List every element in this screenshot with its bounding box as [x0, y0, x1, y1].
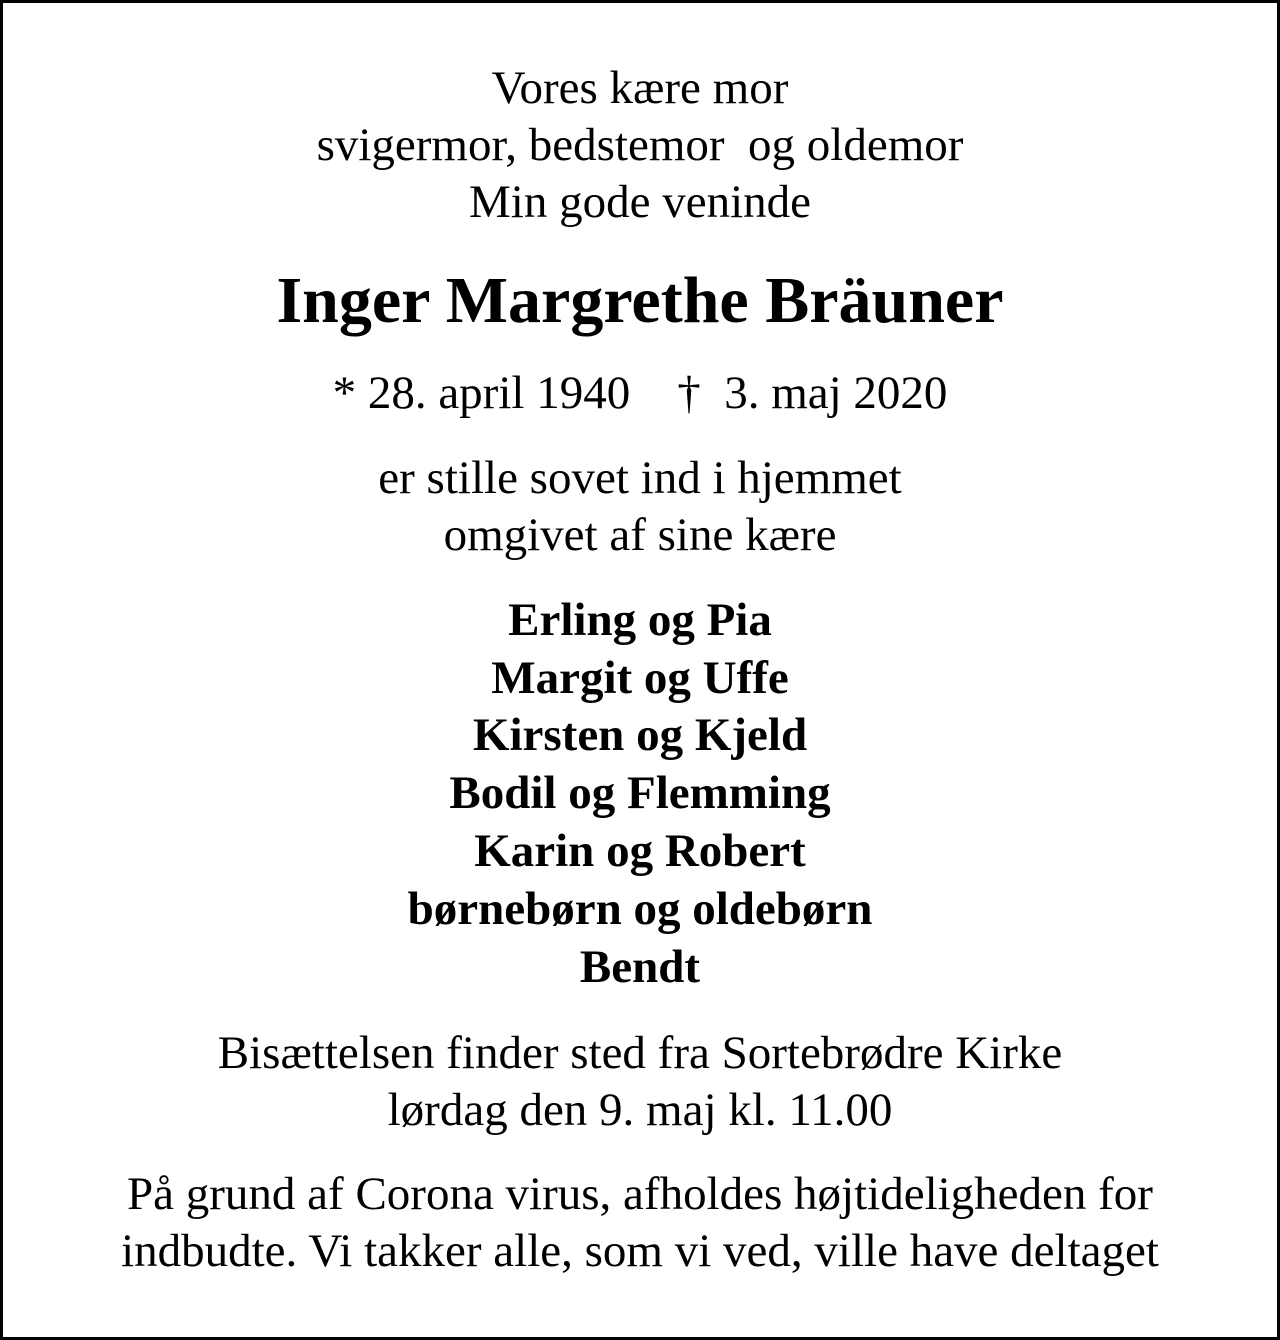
family-member: Karin og Robert	[474, 825, 806, 877]
intro-line: Min gode veninde	[469, 176, 811, 228]
family-member: Bendt	[579, 941, 701, 993]
notice-line: På grund af Corona virus, afholdes højtideligheden for	[127, 1168, 1153, 1220]
notice-line: indbudte. Vi takker alle, som vi ved, ville have deltaget	[121, 1225, 1159, 1277]
passing-line: er stille sovet ind i hjemmet	[378, 452, 902, 504]
ceremony-line: Bisættelsen finder sted fra Sortebrødre Kirke	[217, 1027, 1063, 1079]
deceased-name: Inger Margrethe Bräuner	[276, 264, 1004, 337]
intro-line: Vores kære mor	[491, 62, 789, 114]
family-member: Erling og Pia	[508, 594, 772, 646]
family-member: Kirsten og Kjeld	[472, 709, 808, 761]
family-member: børnebørn og oldebørn	[407, 883, 873, 935]
family-member: Margit og Uffe	[491, 652, 789, 704]
intro-line: svigermor, bedstemor og oldemor	[316, 119, 964, 171]
life-dates: * 28. april 1940 † 3. maj 2020	[332, 367, 948, 419]
passing-line: omgivet af sine kære	[443, 509, 837, 561]
ceremony-line: lørdag den 9. maj kl. 11.00	[387, 1084, 893, 1136]
family-member: Bodil og Flemming	[449, 767, 831, 819]
